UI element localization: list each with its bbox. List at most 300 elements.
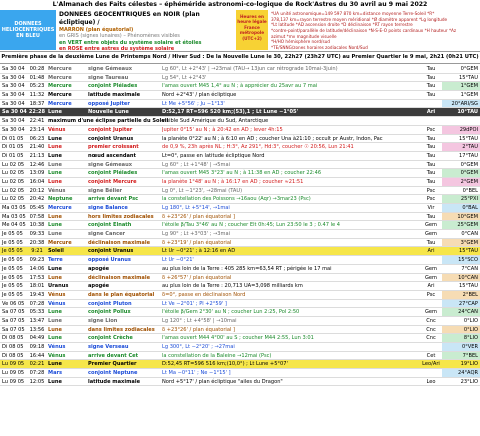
ephemeris-table [0, 65, 480, 386]
row-time: 02:21 [29, 361, 45, 368]
table-row [0, 91, 480, 100]
table-row [0, 221, 480, 230]
table-row [0, 82, 480, 91]
row-detail: δ +23°19' / plan équatorial [162, 239, 232, 246]
row-position: 2°GEM [442, 178, 480, 186]
row-detail: visible Sud Amérique du Sud, Antarctique [162, 118, 269, 125]
row-time: 13:56 [29, 326, 45, 333]
row-sign: Tau [426, 135, 436, 142]
row-date: Sa 30 04 [2, 66, 25, 72]
row-time: 09:23 [29, 257, 45, 264]
row-time: 22:41 [29, 118, 45, 125]
row-position: 0°GEM [460, 161, 478, 168]
table-row [0, 204, 480, 213]
row-time: 09:18 [29, 344, 45, 350]
legend-line-lunar-signs: en GRIS (signes lunaires) – Phénomènes visibles [59, 33, 180, 40]
row-position: 0°GEM [442, 169, 480, 177]
row-detail: Lg 54°, Lt +2°43' [162, 74, 207, 81]
row-position: 10°CAN [442, 274, 480, 282]
row-time: 21:13 [29, 152, 45, 159]
row-event: conjoint Crèche [88, 335, 133, 342]
row-body: Lune [48, 274, 62, 281]
row-time: 21:40 [29, 144, 45, 151]
table-row [0, 178, 480, 187]
note-line: 378,137 km=rayon terrestre moyen méridional *Ø diamètre apparent *Lg longitude [271, 16, 448, 22]
row-time: 17:53 [29, 274, 45, 281]
row-sign: Vir [427, 205, 435, 211]
row-body: Lune [48, 317, 62, 324]
row-body: Soleil [48, 248, 64, 255]
page-title: L'Almanach des Faits célestes – éphéméride astronomi-co-logique de Rock'Astres du 30 avril au 9 mai 2022 [52, 1, 428, 8]
row-time: 06:23 [29, 135, 45, 142]
note-line: *TE/SNNG/zones horaires zodiacales Nord/Sud [271, 45, 368, 51]
row-position: 24°AQR [442, 369, 480, 377]
table-row [0, 213, 480, 222]
row-date: Je 05 05 [2, 283, 23, 290]
row-time: 20:38 [29, 239, 45, 246]
row-sign: Gem [424, 265, 438, 272]
row-event: conjoint Jupiter [88, 126, 133, 133]
row-sign: Gem [424, 274, 438, 281]
row-date: Me 04 05 [2, 222, 26, 229]
row-position: 0°LIO [463, 317, 478, 324]
row-event: latitude maximale [88, 378, 141, 385]
row-detail: Lg 60°, Lt +2°43' | →23mai (TAU→ 13jun car rétrograde 10mai-3juin) [162, 66, 338, 72]
row-body: Lune [48, 309, 62, 316]
row-position: 7°BEL [442, 352, 480, 360]
table-row [0, 265, 480, 274]
row-time: 13:47 [29, 317, 45, 324]
row-event: signe Gémeaux [88, 161, 133, 168]
row-date: Ve 06 05 [2, 300, 25, 307]
row-event: opposé Jupiter [88, 100, 130, 107]
table-row [0, 282, 480, 291]
row-position: 23°LIO [460, 378, 478, 385]
row-event: conjoint Pléiades [88, 170, 138, 177]
row-detail: D:52,45 RT=596 516 km;(10,0°) ; Lt Lune +5°07' [162, 361, 288, 368]
row-event: conjoint Pluton [88, 300, 132, 307]
row-sign: Gem [424, 222, 438, 229]
row-event: signe Cancer [88, 231, 126, 238]
row-date: Lu 09 05 [2, 361, 25, 368]
row-sign: Tau [426, 83, 436, 90]
row-time: 05:33 [29, 309, 45, 316]
row-detail: Lt Ve −2°01' ; Pl +2°59' ] [162, 300, 227, 307]
row-body: Lune [48, 161, 62, 168]
row-body: Lune [48, 231, 62, 238]
row-date: Lu 09 05 [2, 378, 25, 385]
legend-line-solar-system: en ROSE entre astres du système solaire [59, 46, 175, 53]
row-body: Lune [48, 378, 62, 385]
row-event: signe Bélier [88, 187, 123, 194]
row-date: Di 01 05 [2, 144, 24, 151]
row-date: Di 01 05 [2, 152, 24, 159]
row-position: 0°BAL [442, 204, 480, 212]
row-date: Sa 07 05 [2, 309, 25, 316]
row-body: Lune [48, 213, 62, 220]
color-legend [56, 10, 236, 53]
row-sign: Cnc [426, 326, 436, 333]
row-detail: Lg 60° ; Lt +1°48' | →5mai [162, 161, 231, 168]
row-time: 14:06 [29, 265, 45, 272]
row-body: Mars [48, 370, 63, 377]
row-event: déclinaison maximale [88, 274, 151, 281]
row-detail: Lg 120° ; Lt +4°58' | →10mai [162, 317, 237, 324]
row-sign: Tau [426, 178, 436, 185]
row-time: 01:48 [29, 74, 45, 81]
row-sign: Tau [426, 66, 436, 72]
row-position: 8°LIO [442, 334, 480, 342]
row-detail: D:52,17 RT=596 520 km;(53),1 ; Lt Lune −1°05' [162, 109, 299, 116]
row-event: Premier Quartier [88, 361, 137, 368]
row-sign: Cnc [426, 317, 436, 324]
row-time: 13:09 [29, 170, 45, 177]
row-event: dans le plan équatorial [88, 291, 155, 298]
row-date: Je 05 05 [2, 239, 23, 246]
row-event: nœud ascendant [88, 152, 136, 159]
table-row [0, 378, 480, 387]
row-detail: δ=0°, passe en déclinaison Nord [162, 291, 246, 298]
row-detail: δ +23°26' / plan équatorial ] [162, 213, 235, 220]
row-body: Mercure [48, 83, 72, 90]
row-detail: δ +26°57' / plan équatorial [162, 274, 232, 281]
row-body: Lune [48, 222, 62, 229]
row-detail: de 0,9 %, 23h après NL ; H:3°, Az 291°, Hd:3°, coucher ☉ 20:56, Lun 21:41 [162, 144, 354, 151]
row-detail: l'amas ouvert M45 3°23' au N ; à 11:38 en AD ; coucher 22:46 [162, 170, 322, 177]
table-row [0, 308, 480, 317]
time-zone-note: Heures en heure légale France métropole (UTC+2) [236, 10, 268, 50]
row-date: Di 08 05 [2, 352, 24, 359]
row-body: maximum d'une éclipse partielle du Soleil [48, 118, 169, 125]
row-date: Sa 07 05 [2, 326, 25, 333]
row-time: 16:44 [29, 352, 45, 359]
row-body: Lune [48, 170, 62, 177]
row-detail: la planète 1°48' au N ; à 16:17 en AD ; coucher ≈21:51 [162, 178, 304, 185]
row-time: 20:42 [29, 196, 45, 203]
row-event: signe Balance [88, 205, 128, 211]
row-body: Neptune [48, 196, 73, 203]
row-date: Di 01 05 [2, 135, 24, 142]
row-time: 12:05 [29, 378, 45, 385]
row-event: premier croissant [88, 144, 139, 151]
row-time: 22:28 [28, 109, 46, 116]
row-date: Sa 30 04 [2, 83, 25, 90]
table-row [0, 74, 480, 83]
table-row [0, 239, 480, 248]
row-date: Lu 09 05 [2, 370, 25, 377]
row-date: Sa 07 05 [2, 317, 25, 324]
row-time: 04:49 [29, 335, 45, 342]
table-row [0, 143, 480, 152]
row-sign [420, 117, 442, 125]
row-detail: Lg 300°, Lt −2°20' ; →27mai [162, 344, 235, 350]
row-event: opposé Uranus [88, 257, 131, 264]
table-row [0, 187, 480, 196]
row-time: 05:23 [29, 83, 45, 90]
row-body: Lune [48, 265, 62, 272]
row-time: 18:01 [29, 283, 45, 290]
row-detail: Jupiter 0°15' au N ; à 20:42 en AD ; lever 4h:15 [162, 126, 283, 133]
row-sign [420, 256, 442, 264]
table-row [0, 256, 480, 265]
row-event: conjoint Pléiades [88, 83, 138, 90]
row-event: conjoint Elnath [88, 222, 132, 229]
row-sign: Ari [427, 283, 435, 290]
row-detail: Lt Ur −0°21' [162, 257, 194, 264]
table-row [0, 65, 480, 74]
row-date: Je 05 05 [2, 257, 23, 264]
row-event: conjoint Uranus [88, 135, 134, 142]
row-body: Lune [48, 135, 62, 142]
row-body: Lune [48, 109, 62, 116]
row-sign: Psc [426, 291, 436, 298]
row-detail: Lt=0°, passe en latitude écliptique Nord [162, 152, 265, 159]
row-position: 0°BEL [462, 187, 478, 194]
row-time: 07:28 [29, 370, 45, 377]
row-body: Vénus [48, 291, 66, 298]
row-time: 11:32 [29, 92, 45, 99]
row-body: Lune [48, 326, 62, 333]
row-position: 15°TAU [459, 248, 478, 255]
abbreviation-notes [268, 10, 480, 50]
row-detail: l'amas ouvert M45 1,4° au N ; à apprécier du 25avr au 7 mai [162, 83, 318, 90]
row-position: 19°LIO [460, 361, 478, 368]
row-sign: Ari [427, 248, 435, 255]
row-detail: Nord +2°43' / plan écliptique [162, 92, 237, 99]
row-detail: la constellation de la Baleine →12mai (Psc) [162, 352, 272, 359]
row-date: Di 08 05 [2, 344, 24, 350]
row-event: conjoint Uranus [88, 248, 134, 255]
row-position: 15°SCO [442, 256, 480, 264]
row-event: hors limites zodiacales [88, 213, 154, 220]
row-body: Vénus [48, 187, 66, 194]
row-date: Lu 02 05 [2, 161, 25, 168]
row-time: 16:04 [29, 178, 45, 185]
row-body: Mercure [48, 66, 72, 72]
row-time: 00:28 [29, 66, 45, 72]
table-row [0, 230, 480, 239]
row-position: 10°GEM [442, 213, 480, 221]
row-position: 0°VER [442, 343, 480, 351]
table-row [0, 291, 480, 300]
table-row [0, 317, 480, 326]
heliocentric-legend-box: DONNEES HELIOCENTRIQUES EN BLEU [0, 10, 56, 50]
row-event: signe Verseau [88, 344, 129, 350]
row-detail: l'amas ouvert M44 4°00' au S ; coucher M44 2:55, Lun 3:01 [162, 335, 314, 342]
row-body: Lune [48, 152, 62, 159]
row-date: Je 05 05 [2, 248, 23, 255]
row-position: 2°TAU [442, 143, 480, 151]
table-row [0, 126, 480, 135]
row-event: conjoint Mercure [88, 178, 137, 185]
row-position: 25°PXI [442, 195, 480, 203]
row-date: Lu 02 05 [2, 178, 25, 185]
row-detail: la constellation des Poissons →16aou (Aqr) →3mar23 (Psc) [162, 196, 311, 203]
row-detail: Lg 180°, Lt +5°14', →1mai [162, 205, 230, 211]
row-body: Mercure [48, 239, 72, 246]
row-position: 0°CAN [461, 231, 478, 238]
row-event: arrive devant Cet [88, 352, 139, 359]
row-time: 07:58 [29, 213, 45, 220]
row-body: Vénus [48, 300, 66, 307]
note-line: *contre-point/parallèle de latitude/déclinaison *N-S-E-O points cardinaux *H hauteur *Az [271, 28, 457, 34]
row-date: Sa 30 04 [2, 74, 25, 81]
row-date: Je 05 05 [2, 265, 23, 272]
table-row [0, 343, 480, 352]
row-position: 10°TAU [457, 109, 478, 116]
row-sign: Leo/Ari [422, 361, 440, 368]
row-date: Di 08 05 [2, 335, 24, 342]
row-date: Lu 02 05 [2, 196, 25, 203]
row-time: 07:28 [29, 300, 45, 307]
row-time: 09:33 [29, 231, 45, 238]
row-position: 27°CAP [442, 300, 480, 308]
table-row [0, 161, 480, 170]
row-event: déclinaison maximale [88, 239, 151, 246]
row-body: Terre [48, 257, 63, 264]
row-detail: Lt Me +5°56' ; Ju −1°13' [162, 100, 225, 107]
row-date: Sa 30 04 [2, 100, 25, 107]
row-event: latitude maximale [88, 92, 141, 99]
row-sign: Leo [426, 378, 436, 385]
row-event: Nouvelle Lune [88, 109, 129, 116]
row-position: 0°GEM [460, 66, 478, 72]
row-sign: Cet [426, 352, 436, 359]
note-line: azimut *mv magnitude visuelle [271, 33, 337, 39]
row-detail: Lg 0°, Lt −1°23', →28mai (TAU) [162, 187, 243, 194]
row-event: apogée [88, 283, 110, 290]
row-body: Vénus [48, 126, 66, 133]
row-date: Sa 30 04 [2, 118, 25, 125]
row-sign: Tau [426, 74, 436, 81]
row-event: signe Lion [88, 317, 118, 324]
row-sign: Tau [426, 152, 436, 159]
row-time: 12:46 [29, 161, 45, 168]
row-position: 15°TAU [459, 135, 478, 142]
row-detail: au plus loin de la Terre : 20,713 UA=3,098 milliards km [162, 283, 303, 290]
row-date: Je 05 05 [2, 231, 23, 238]
row-detail: l'étoile β/Gem 2°30' au N ; coucher Lun 2:25, Pol 2:50 [162, 309, 300, 316]
row-sign: Psc [426, 196, 436, 203]
row-sign: Tau [426, 92, 436, 99]
table-row [0, 352, 480, 361]
lunar-phase-banner: Première phase de la deuxième Lune de Printemps Nord / Hiver Sud : De la Nouvelle Lune le 30, 22h27 (23h27 UTC) au Premier Quartier le 9 mai, 2h21 (0h21 UTC) [0, 51, 480, 64]
table-row [0, 334, 480, 343]
row-body: Lune [48, 178, 62, 185]
row-detail: la planète 0°22' au N ; à 6:10 en AD ; coucher Una à21:10 ; occult pr Austr, Indon, Pac [162, 135, 383, 142]
table-row [0, 152, 480, 161]
row-body: Mercure [48, 205, 72, 211]
table-row [0, 195, 480, 204]
row-sign: Ari [426, 109, 436, 116]
table-row [0, 369, 480, 378]
row-event: conjoint Pollux [88, 309, 131, 316]
row-sign: Gem [424, 231, 438, 238]
row-event: conjoint Neptune [88, 370, 138, 377]
row-time: 05:45 [29, 205, 45, 211]
table-row [0, 169, 480, 178]
row-time: 10:38 [29, 222, 45, 229]
legend-header [0, 10, 480, 53]
row-position: 2°BEL [442, 291, 480, 299]
row-time: 9:21 [31, 248, 43, 255]
row-position: 7°CAN [461, 265, 478, 272]
row-time: 20:12 [29, 187, 45, 194]
row-event: signe Taureau [88, 74, 129, 81]
row-sign: Cnc [426, 335, 436, 342]
note-line: *Lt latitude *AD ascension droite *D déclinaison *RT rayon terrestre [271, 22, 413, 28]
table-row [0, 360, 480, 369]
row-event: arrive devant Psc [88, 196, 139, 203]
table-row [0, 326, 480, 335]
row-sign: Tau [426, 213, 436, 220]
row-position: 25°GEM [442, 221, 480, 229]
row-position: 24°CAN [442, 308, 480, 316]
row-date: Ma 03 05 [2, 205, 26, 211]
row-position: 20°ARI/SG [442, 100, 480, 108]
row-date: Sa 30 04 [2, 109, 27, 116]
table-row [0, 135, 480, 144]
row-sign: Tau [426, 161, 436, 168]
row-detail: l'étoile β/Tau 3°46' au N ; coucher Elt 0h:45; Lun 23:50 le 3 ; 0.47 le 4 [162, 222, 341, 229]
row-date: Ma 03 05 [2, 213, 26, 220]
row-body: Lune [48, 144, 62, 151]
row-position: 0°LIO [442, 326, 480, 334]
note-line: *H/HO hémisphère nord/sud [271, 39, 330, 45]
row-position: 15°TAU [459, 74, 478, 81]
row-detail: Lt Ma −0°11' ; Ne −1°15' ] [162, 370, 231, 377]
row-sign: Psc [426, 187, 436, 194]
row-date: Je 05 05 [2, 274, 23, 281]
row-detail: Lt Ur −0°21' ; à 12:16 en AD [162, 248, 236, 255]
row-sign [420, 369, 442, 377]
row-time: 19:43 [29, 291, 45, 298]
row-date: Lu 02 05 [2, 170, 25, 177]
row-time: 18:37 [29, 100, 45, 107]
row-time: 23:14 [29, 126, 45, 133]
row-detail: Lg 90° ; Lt +3°03' ; →3mai [162, 231, 231, 238]
row-body: Mercure [48, 100, 72, 107]
row-sign: Tau [426, 239, 436, 246]
row-sign: Psc [426, 126, 436, 133]
row-date: Sa 30 04 [2, 92, 25, 99]
row-sign: Tau [426, 144, 436, 151]
row-event: apogée [88, 265, 110, 272]
row-event: dans limites zodiacales [88, 326, 155, 333]
row-body: Uranus [48, 283, 69, 290]
row-detail: δ +23°26' / plan équatorial ] [162, 326, 235, 333]
legend-line-equatorial: MARRON (plan équatorial) [59, 26, 134, 33]
row-detail: Nord +5°17' / plan écliptique "ailes du Dragon" [162, 378, 283, 385]
row-position [442, 117, 480, 125]
table-row [0, 117, 480, 126]
row-date: Lu 02 05 [2, 187, 25, 194]
table-row [0, 300, 480, 309]
row-event: signe Gémeaux [88, 66, 133, 72]
row-position: 29dPOI [442, 126, 480, 134]
row-sign: Tau [426, 170, 436, 177]
table-row [0, 100, 480, 109]
row-date: Je 05 05 [2, 291, 23, 298]
row-body: Mercure [48, 92, 72, 99]
row-body: Vénus [48, 344, 66, 350]
table-row [0, 247, 480, 256]
row-sign [420, 100, 442, 108]
table-row [0, 108, 480, 117]
row-body: Vénus [48, 352, 66, 359]
row-position: 15°TAU [459, 283, 478, 290]
row-sign [420, 343, 442, 351]
